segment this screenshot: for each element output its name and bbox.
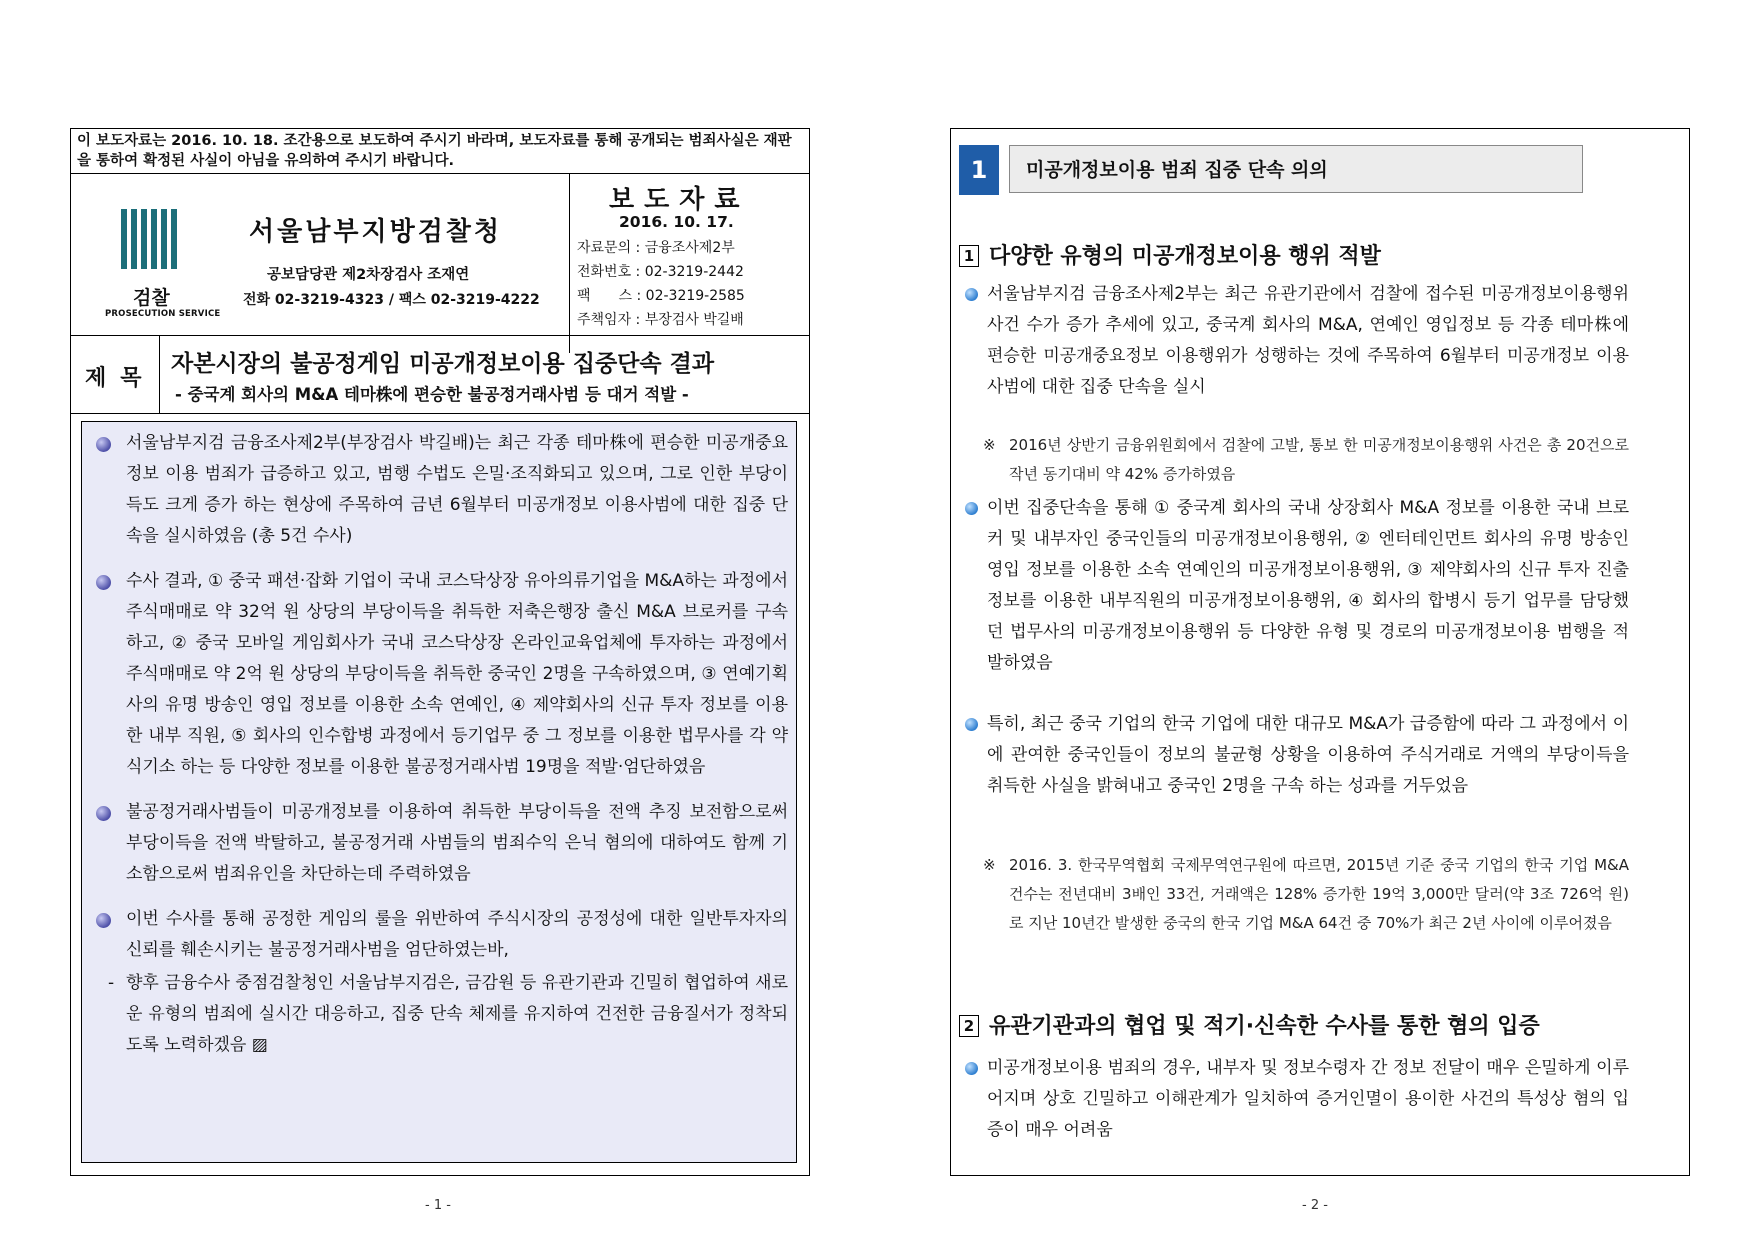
bullet-icon [965,288,978,301]
section-title: 미공개정보이용 범죄 집중 단속 의의 [1009,145,1583,193]
subject-title: 자본시장의 불공정게임 미공개정보이용 집중단속 결과 [171,351,715,377]
bullet-icon [965,718,978,731]
subsection-heading: 2 유관기관과의 협업 및 적기·신속한 수사를 통한 혐의 입증 [959,1009,1540,1040]
embargo-notice: 이 보도자료는 2016. 10. 18. 조간용으로 보도하여 주시기 바라며, 보도자료를 통해 공개되는 범죄사실은 재판을 통하여 확정된 사실이 아님을 유의하여 주시기 바랍니다. [77,133,792,169]
press-date: 2016. 10. 17. [619,213,734,231]
press-release-page-2 [950,128,1690,1176]
info-line: 주책임자 : 부장검사 박길배 [577,312,744,328]
bullet-icon [96,575,111,590]
subject-subtitle: - 중국계 회사의 M&A 테마株에 편승한 불공정거래사범 등 대거 적발 - [175,385,689,404]
logo-text: 검찰 [133,287,170,309]
contact-officer: 공보담당관 제2차장검사 조재연 [267,267,470,283]
summary-bullet: 이번 수사를 통해 공정한 게임의 룰을 위반하여 주식시장의 공정성에 대한 일반투자자의 신뢰를 훼손시키는 불공정거래사범을 엄단하였는바, [90,904,788,966]
numbered-box-icon: 1 [959,245,979,267]
footnote: ※ 2016년 상반기 금융위원회에서 검찰에 고발, 통보 한 미공개정보이용행위 사건은 총 20건으로 작년 동기대비 약 42% 증가하였음 [983,436,1629,483]
info-line: 전화번호 : 02-3219-2442 [577,264,744,280]
summary-bullet: 서울남부지검 금융조사제2부(부장검사 박길배)는 최근 각종 테마株에 편승한 미공개중요정보 이용 범죄가 급증하고 있고, 범행 수법도 은밀·조직화되고 있으며, 그로 인한 부당이득도 크게 증가 하는 현상에 주목하여 금년 6월부터 미공개정보 이용사범에 대한 집중 단속을 실시하였음 (총 5건 수사) [90,428,788,552]
summary-bullet: 불공정거래사범들이 미공개정보를 이용하여 취득한 부당이득을 전액 추징 보전함으로써 부당이득을 전액 박탈하고, 불공정거래 사범들의 범죄수익 은닉 혐의에 대하여도 함께 기소함으로써 범죄유인을 차단하는데 주력하였음 [90,797,788,890]
bullet-icon [96,913,111,928]
subject-label: 제목 [85,366,156,391]
prosecution-logo-icon [121,209,187,271]
paragraph: 미공개정보이용 범죄의 경우, 내부자 및 정보수령자 간 정보 전달이 매우 은밀하게 이루어지며 상호 긴밀하고 이해관계가 일치하여 증거인멸이 용이한 사건의 특성상 혐의 입증이 매우 어려움 [965,1053,1629,1146]
contact-phone: 전화 02-3219-4323 / 팩스 02-3219-4222 [243,292,540,308]
section-number: 1 [959,145,999,195]
agency-name: 서울남부지방검찰청 [249,217,503,247]
info-line: 자료문의 : 금융조사제2부 [577,240,735,256]
bullet-icon [96,437,111,452]
summary-bullet: 수사 결과, ① 중국 패션·잡화 기업이 국내 코스닥상장 유아의류기업을 M&A하는 과정에서 주식매매로 약 32억 원 상당의 부당이득을 취득한 저축은행장 출신 M&A 브로커를 구속하고, ② 중국 모바일 게임회사가 국내 코스닥상장 온라인교육업체에 투자하는 과정에서 주식매매로 약 2억 원 상당의 부당이득을 취득한 중국인 2명을 구속하였으며, ③ 연예기획사의 유명 방송인 영입 정보를 이용한 소속 연예인, ④ 제약회사의 신규 투자 정보를 이용한 내부 직원, ⑤ 회사의 인수합병 과정에서 등기업무 중 그 정보를 이용한 법무사를 각 약식기소 하는 등 다양한 정보를 이용한 불공정거래사범 19명을 적발·엄단하였음 [90,566,788,783]
bullet-icon [965,1062,978,1075]
paragraph: 서울남부지검 금융조사제2부는 최근 유관기관에서 검찰에 접수된 미공개정보이용행위 사건 수가 증가 추세에 있고, 중국계 회사의 M&A, 연예인 영입정보 등 각종 테마株에 편승한 미공개중요정보 이용행위가 성행하는 것에 주목하여 6월부터 미공개정보 이용 사범에 대한 집중 단속을 실시 [965,279,1629,403]
bullet-icon [96,806,111,821]
press-release-page-1 [70,128,810,1176]
numbered-box-icon: 2 [959,1015,979,1037]
paragraph: 특히, 최근 중국 기업의 한국 기업에 대한 대규모 M&A가 급증함에 따라 그 과정에서 이에 관여한 중국인들이 정보의 불균형 상황을 이용하여 주식거래로 거액의 부당이득을 취득한 사실을 밝혀내고 중국인 2명을 구속 하는 성과를 거두었음 [965,709,1629,802]
subsection-heading: 1 다양한 유형의 미공개정보이용 행위 적발 [959,239,1381,270]
page-number: - 2 - [1302,1198,1328,1213]
bullet-icon [965,502,978,515]
press-release-title: 보도자료 [609,185,750,215]
summary-box [81,421,797,1163]
info-line: 팩 스 : 02-3219-2585 [577,288,745,304]
footnote: ※ 2016. 3. 한국무역협회 국제무역연구원에 따르면, 2015년 기준 중국 기업의 한국 기업 M&A 건수는 전년대비 3배인 33건, 거래액은 128% 증가한 19억 3,000만 달러(약 3조 726억 원)로 지난 10년간 발생한 중국의 한국 기업 M&A 64건 중 70%가 최근 2년 사이에 이루어졌음 [983,856,1629,932]
summary-dash-item: - 향후 금융수사 중점검찰청인 서울남부지검은, 금감원 등 유관기관과 긴밀히 협업하여 새로운 유형의 범죄에 실시간 대응하고, 집중 단속 체제를 유지하여 건전한 금융질서가 정착되도록 노력하겠음 ▨ [108,973,788,1055]
page-number: - 1 - [425,1198,451,1213]
paragraph: 이번 집중단속을 통해 ① 중국계 회사의 국내 상장회사 M&A 정보를 이용한 국내 브로커 및 내부자인 중국인들의 미공개정보이용행위, ② 엔터테인먼트 회사의 유명 방송인 영입 정보를 이용한 소속 연예인의 미공개정보이용행위, ③ 제약회사의 신규 투자 진출 정보를 이용한 내부직원의 미공개정보이용행위, ④ 회사의 합병시 등기 업무를 담당했던 법무사의 미공개정보이용행위 등 다양한 유형 및 경로의 미공개정보이용 범행을 적발하였음 [965,493,1629,679]
logo-subtext: PROSECUTION SERVICE [105,309,221,319]
